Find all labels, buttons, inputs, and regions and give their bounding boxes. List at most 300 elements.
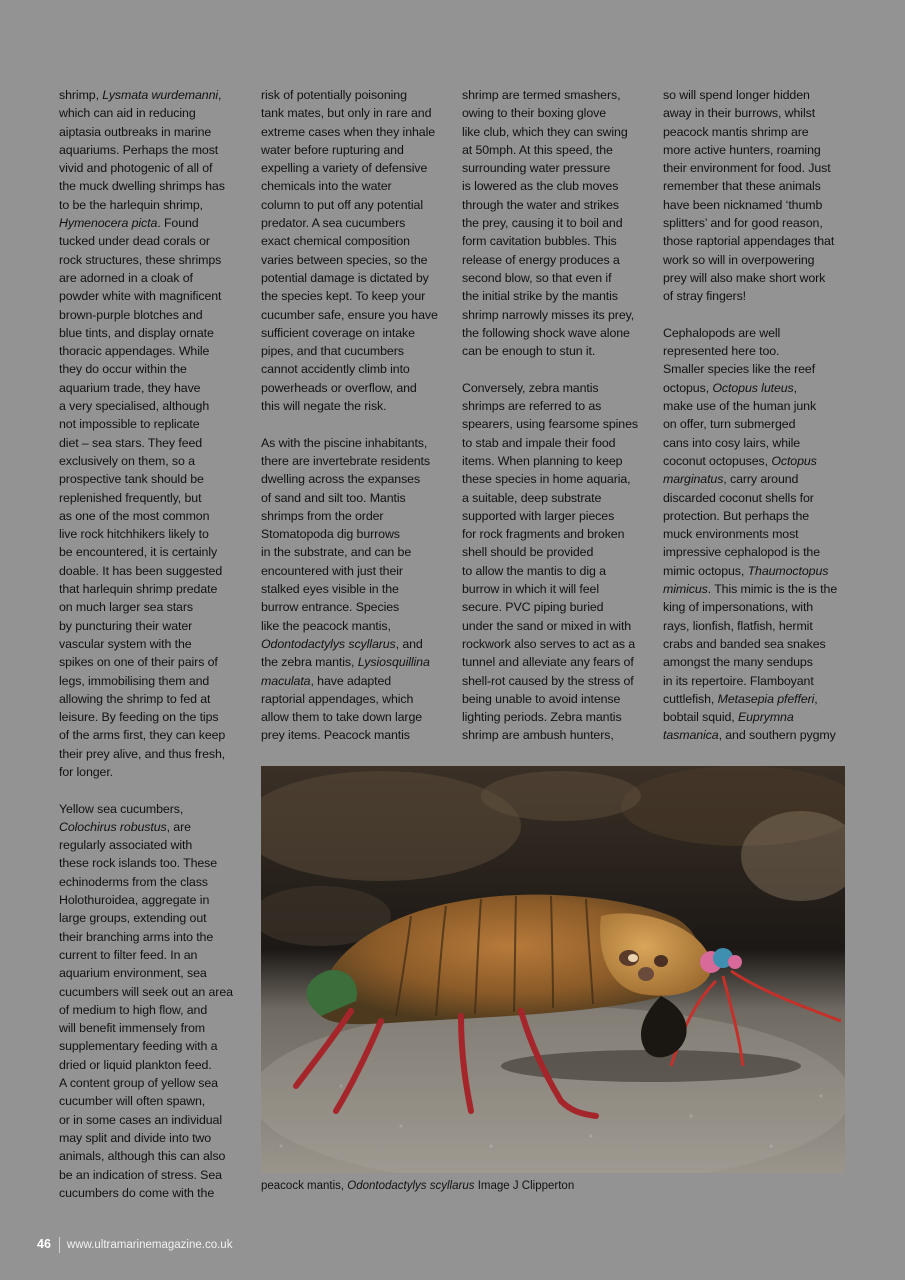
article-column-2 <box>261 86 451 745</box>
text-line <box>59 196 249 214</box>
text-run: expelling a variety of defensive <box>261 161 428 176</box>
text-run: peacock mantis shrimp are <box>663 124 809 139</box>
text-line <box>261 543 451 561</box>
text-line <box>261 470 451 488</box>
text-run: , carry around <box>723 472 799 487</box>
article-paragraph <box>261 86 451 415</box>
text-run: impressive cephalopod is the <box>663 545 820 560</box>
text-line <box>462 470 652 488</box>
text-run: cans into cosy lairs, while <box>663 435 801 450</box>
text-run: those raptorial appendages that <box>663 234 835 249</box>
text-run: prey will also make short work <box>663 270 826 285</box>
text-run: will benefit immensely from <box>59 1021 206 1036</box>
text-run: prospective tank should be <box>59 472 204 487</box>
text-line <box>663 177 853 195</box>
text-run: varies between species, so the <box>261 252 428 267</box>
text-line <box>59 269 249 287</box>
text-line <box>59 909 249 927</box>
text-run: work so will in overpowering <box>663 252 815 267</box>
text-run: vivid and photogenic of all of <box>59 161 213 176</box>
text-line <box>59 1056 249 1074</box>
text-run: lighting periods. Zebra mantis <box>462 710 622 725</box>
text-line <box>59 1037 249 1055</box>
text-line <box>59 507 249 525</box>
text-line <box>261 251 451 269</box>
text-line <box>663 324 853 342</box>
text-run: replenished frequently, but <box>59 490 202 505</box>
text-line <box>462 562 652 580</box>
text-run: shrimp, <box>59 88 103 102</box>
text-line <box>59 891 249 909</box>
text-line <box>663 86 853 104</box>
text-line <box>59 562 249 580</box>
text-line <box>462 196 652 214</box>
text-run: aquarium trade, they have <box>59 380 201 395</box>
footer-divider <box>59 1237 60 1253</box>
article-paragraph <box>261 434 451 745</box>
text-line <box>261 525 451 543</box>
species-name: Thaumoctopus <box>747 563 829 578</box>
text-run: predator. A sea cucumbers <box>261 216 406 231</box>
text-run: a suitable, deep substrate <box>462 490 602 505</box>
text-line <box>663 617 853 635</box>
article-column-3 <box>462 86 652 745</box>
text-run: column to put off any potential <box>261 197 423 212</box>
text-line <box>462 104 652 122</box>
text-line <box>59 525 249 543</box>
text-run: coconut octopuses, <box>663 453 772 468</box>
text-run: away in their burrows, whilst <box>663 106 816 121</box>
species-name: maculata <box>261 673 311 688</box>
text-line <box>462 690 652 708</box>
text-line <box>663 232 853 250</box>
text-run: like club, which they can swing <box>462 124 628 139</box>
text-run: are adorned in a cloak of <box>59 270 193 285</box>
text-run: can be enough to stun it. <box>462 344 596 359</box>
species-name: Odontodactylys scyllarus <box>261 636 396 651</box>
species-name: Euprymna <box>737 710 794 725</box>
text-run: cuttlefish, <box>663 691 718 706</box>
text-run: echinoderms from the class <box>59 874 208 889</box>
text-line <box>59 653 249 671</box>
text-line <box>59 580 249 598</box>
text-run: being unable to avoid intense <box>462 691 621 706</box>
text-line <box>59 672 249 690</box>
text-run: discarded coconut shells for <box>663 490 814 505</box>
text-line <box>462 251 652 269</box>
peacock-mantis-photo <box>261 766 845 1173</box>
text-run: represented here too. <box>663 344 780 359</box>
text-run: of sand and silt too. Mantis <box>261 490 406 505</box>
text-run: Smaller species like the reef <box>663 362 816 377</box>
text-line <box>663 379 853 397</box>
text-run: shell should be provided <box>462 545 594 560</box>
text-run: live rock hitchhikers likely to <box>59 527 209 542</box>
text-line <box>663 580 853 598</box>
text-run: their branching arms into the <box>59 929 214 944</box>
text-run: doable. It has been suggested <box>59 563 223 578</box>
text-run: pipes, and that cucumbers <box>261 344 404 359</box>
text-line <box>462 653 652 671</box>
text-line <box>59 489 249 507</box>
text-run: water before rupturing and <box>261 142 404 157</box>
text-line <box>59 708 249 726</box>
text-run: As with the piscine inhabitants, <box>261 435 428 450</box>
text-run: A content group of yellow sea <box>59 1076 218 1091</box>
text-line <box>663 269 853 287</box>
text-run: protection. But perhaps the <box>663 508 810 523</box>
text-run: remember that these animals <box>663 179 821 194</box>
text-line <box>59 635 249 653</box>
text-run: so will spend longer hidden <box>663 88 810 102</box>
text-line <box>59 214 249 232</box>
text-line <box>59 928 249 946</box>
text-run: thoracic appendages. While <box>59 344 210 359</box>
text-line <box>462 617 652 635</box>
text-line <box>462 598 652 616</box>
text-line <box>59 452 249 470</box>
text-run: they do occur within the <box>59 362 187 377</box>
text-line <box>59 836 249 854</box>
text-run: muck environments most <box>663 527 799 542</box>
text-line <box>59 854 249 872</box>
text-run: in the substrate, and can be <box>261 545 412 560</box>
text-run: shrimp are ambush hunters, <box>462 728 614 743</box>
caption-credit: Image J Clipperton <box>474 1180 575 1192</box>
text-run: splitters’ and for good reason, <box>663 216 823 231</box>
text-line <box>261 232 451 250</box>
text-line <box>462 708 652 726</box>
text-line <box>663 543 853 561</box>
text-run: , and <box>395 636 423 651</box>
text-line <box>462 434 652 452</box>
text-line <box>261 434 451 452</box>
text-run: extreme cases when they inhale <box>261 124 436 139</box>
text-run: on much larger sea stars <box>59 600 193 615</box>
text-run: owing to their boxing glove <box>462 106 607 121</box>
text-line <box>261 342 451 360</box>
text-line <box>462 214 652 232</box>
text-run: burrow entrance. Species <box>261 600 400 615</box>
text-run: spikes on one of their pairs of <box>59 655 218 670</box>
text-run: make use of the human junk <box>663 399 817 414</box>
text-run: aiptasia outbreaks in marine <box>59 124 212 139</box>
text-run: of medium to high flow, and <box>59 1002 208 1017</box>
text-run: large groups, extending out <box>59 911 207 926</box>
footer-url: www.ultramarinemagazine.co.uk <box>66 1239 233 1251</box>
text-line <box>462 86 652 104</box>
text-run: supplementary feeding with a <box>59 1039 218 1054</box>
text-line <box>462 159 652 177</box>
text-run: the zebra mantis, <box>261 655 358 670</box>
text-run: as one of the most common <box>59 508 210 523</box>
text-line <box>59 470 249 488</box>
text-line <box>59 983 249 1001</box>
text-run: shrimps are referred to as <box>462 399 602 414</box>
text-line <box>59 543 249 561</box>
text-run: sufficient coverage on intake <box>261 325 415 340</box>
text-line <box>663 653 853 671</box>
text-run: bobtail squid, <box>663 710 738 725</box>
text-line <box>261 489 451 507</box>
text-run: shrimp narrowly misses its prey, <box>462 307 635 322</box>
text-line <box>261 159 451 177</box>
text-line <box>261 214 451 232</box>
text-line <box>59 123 249 141</box>
article-paragraph <box>462 86 652 360</box>
text-run: cannot accidently climb into <box>261 362 410 377</box>
text-line <box>59 726 249 744</box>
text-line <box>663 726 853 744</box>
text-run: through the water and strikes <box>462 197 619 212</box>
text-line <box>261 360 451 378</box>
text-run: of the arms first, they can keep <box>59 728 226 743</box>
text-line <box>261 452 451 470</box>
text-line <box>261 635 451 653</box>
text-line <box>261 507 451 525</box>
caption-species: Odontodactylys scyllarus <box>347 1180 475 1192</box>
text-run: legs, immobilising them and <box>59 673 210 688</box>
text-run: leisure. By feeding on the tips <box>59 710 219 725</box>
text-run: exact chemical composition <box>261 234 410 249</box>
text-line <box>663 672 853 690</box>
text-line <box>59 287 249 305</box>
text-line <box>261 726 451 744</box>
text-line <box>261 196 451 214</box>
text-run: dwelling across the expanses <box>261 472 421 487</box>
text-line <box>59 324 249 342</box>
text-run: , are <box>166 819 191 834</box>
text-run: that harlequin shrimp predate <box>59 582 218 597</box>
text-run: these species in home aquaria, <box>462 472 631 487</box>
text-line <box>462 672 652 690</box>
text-line <box>59 415 249 433</box>
text-line <box>462 580 652 598</box>
text-run: risk of potentially poisoning <box>261 88 407 102</box>
text-run: Cephalopods are well <box>663 325 781 340</box>
text-run: aquarium environment, sea <box>59 966 207 981</box>
text-line <box>462 507 652 525</box>
article-paragraph <box>462 379 652 745</box>
text-line <box>663 397 853 415</box>
text-line <box>462 232 652 250</box>
text-run: raptorial appendages, which <box>261 691 414 706</box>
text-run: a very specialised, although <box>59 399 210 414</box>
species-name: Lysmata wurdemanni <box>102 88 219 102</box>
text-line <box>261 617 451 635</box>
text-run: second blow, so that even if <box>462 270 612 285</box>
text-run: exclusively on them, so a <box>59 453 195 468</box>
species-name: Hymenocera picta <box>59 216 158 231</box>
text-line <box>59 946 249 964</box>
text-run: rockwork also serves to act as a <box>462 636 636 651</box>
text-line <box>261 672 451 690</box>
text-line <box>462 397 652 415</box>
text-line <box>59 1092 249 1110</box>
text-line <box>462 342 652 360</box>
text-line <box>59 1166 249 1184</box>
text-line <box>261 104 451 122</box>
text-run: to be the harlequin shrimp, <box>59 197 204 212</box>
text-run: prey items. Peacock mantis <box>261 728 410 743</box>
text-run: allow them to take down large <box>261 710 423 725</box>
text-line <box>663 690 853 708</box>
text-run: , <box>814 691 818 706</box>
text-line <box>663 635 853 653</box>
species-name: Lysiosquillina <box>357 655 430 670</box>
text-run: cucumbers do come with the <box>59 1185 215 1200</box>
text-line <box>663 123 853 141</box>
text-run: dried or liquid plankton feed. <box>59 1057 212 1072</box>
text-line <box>59 1129 249 1147</box>
text-run: supported with larger pieces <box>462 508 615 523</box>
text-run: , and southern pygmy <box>718 728 836 743</box>
text-line <box>462 324 652 342</box>
text-run: secure. PVC piping buried <box>462 600 604 615</box>
text-line <box>663 598 853 616</box>
text-line <box>663 489 853 507</box>
text-run: aquariums. Perhaps the most <box>59 142 219 157</box>
text-line <box>663 287 853 305</box>
text-run: or in some cases an individual <box>59 1112 222 1127</box>
text-line <box>462 306 652 324</box>
text-run: stalked eyes visible in the <box>261 582 399 597</box>
text-line <box>462 123 652 141</box>
text-line <box>59 800 249 818</box>
text-line <box>59 86 249 104</box>
text-line <box>663 214 853 232</box>
text-line <box>462 635 652 653</box>
article-paragraph <box>59 800 249 1203</box>
text-line <box>261 397 451 415</box>
page-footer <box>37 1234 232 1254</box>
species-name: tasmanica <box>663 728 719 743</box>
text-run: Stomatopoda dig burrows <box>261 527 400 542</box>
article-paragraph <box>663 86 853 306</box>
text-run: shrimp are termed smashers, <box>462 88 621 102</box>
text-run: shell-rot caused by the stress of <box>462 673 634 688</box>
text-line <box>59 177 249 195</box>
text-line <box>663 452 853 470</box>
text-line <box>663 470 853 488</box>
text-run: tucked under dead corals or <box>59 234 210 249</box>
text-run: have been nicknamed ‘thumb <box>663 197 823 212</box>
text-line <box>59 397 249 415</box>
text-line <box>462 415 652 433</box>
text-line <box>59 598 249 616</box>
species-name: Octopus luteus <box>712 380 794 395</box>
text-line <box>462 269 652 287</box>
text-run: may split and divide into two <box>59 1130 212 1145</box>
text-run: form cavitation bubbles. This <box>462 234 617 249</box>
text-line <box>261 653 451 671</box>
text-run: is lowered as the club moves <box>462 179 619 194</box>
text-run: powerheads or overflow, and <box>261 380 417 395</box>
text-line <box>261 123 451 141</box>
text-run: allowing the shrimp to fed at <box>59 691 211 706</box>
text-line <box>663 525 853 543</box>
text-run: their environment for food. Just <box>663 161 831 176</box>
text-line <box>663 104 853 122</box>
text-run: king of impersonations, with <box>663 600 814 615</box>
text-line <box>663 708 853 726</box>
text-run: the muck dwelling shrimps has <box>59 179 225 194</box>
text-run: shrimps from the order <box>261 508 384 523</box>
text-run: cucumber safe, ensure you have <box>261 307 438 322</box>
text-line <box>462 452 652 470</box>
text-line <box>59 434 249 452</box>
text-line <box>59 104 249 122</box>
text-run: powder white with magnificent <box>59 289 222 304</box>
text-run: be an indication of stress. Sea <box>59 1167 222 1182</box>
text-run: not impossible to replicate <box>59 417 200 432</box>
text-line <box>59 251 249 269</box>
text-line <box>59 342 249 360</box>
text-line <box>261 708 451 726</box>
text-run: . Found <box>157 216 199 231</box>
text-line <box>663 159 853 177</box>
text-line <box>59 873 249 891</box>
article-column-1 <box>59 86 249 1202</box>
photo-caption <box>261 1179 574 1194</box>
text-run: spearers, using fearsome spines <box>462 417 638 432</box>
text-run: rays, lionfish, flatfish, hermit <box>663 618 813 633</box>
species-name: Metasepia pfefferi <box>717 691 815 706</box>
text-run: be encountered, it is certainly <box>59 545 218 560</box>
page-number: 46 <box>37 1237 51 1251</box>
text-run: by puncturing their water <box>59 618 193 633</box>
text-line <box>663 251 853 269</box>
text-run: surrounding water pressure <box>462 161 611 176</box>
text-run: crabs and banded sea snakes <box>663 636 826 651</box>
article-paragraph <box>59 86 249 781</box>
species-name: mimicus <box>663 582 708 597</box>
text-run: . This mimic is the is the <box>707 582 838 597</box>
text-line <box>261 379 451 397</box>
text-line <box>59 1111 249 1129</box>
text-run: brown-purple blotches and <box>59 307 203 322</box>
text-run: , <box>218 88 222 102</box>
text-line <box>663 415 853 433</box>
text-line <box>261 306 451 324</box>
text-run: at 50mph. At this speed, the <box>462 142 613 157</box>
text-run: diet – sea stars. They feed <box>59 435 203 450</box>
text-run: which can aid in reducing <box>59 106 196 121</box>
text-line <box>261 287 451 305</box>
text-line <box>462 141 652 159</box>
text-run: to stab and impale their food <box>462 435 616 450</box>
text-line <box>59 818 249 836</box>
text-line <box>663 141 853 159</box>
text-run: on offer, turn submerged <box>663 417 796 432</box>
text-run: for rock fragments and broken <box>462 527 625 542</box>
text-line <box>261 580 451 598</box>
caption-prefix: peacock mantis, <box>261 1180 348 1192</box>
text-line <box>59 306 249 324</box>
text-line <box>59 1001 249 1019</box>
text-run: under the sand or mixed in with <box>462 618 632 633</box>
text-run: vascular system with the <box>59 636 192 651</box>
text-line <box>261 598 451 616</box>
text-run: of stray fingers! <box>663 289 747 304</box>
text-line <box>462 287 652 305</box>
text-run: to allow the mantis to dig a <box>462 563 606 578</box>
text-run: , <box>793 380 797 395</box>
text-run: chemicals into the water <box>261 179 392 194</box>
text-line <box>261 324 451 342</box>
species-name: Colochirus robustus <box>59 819 167 834</box>
text-line <box>663 562 853 580</box>
